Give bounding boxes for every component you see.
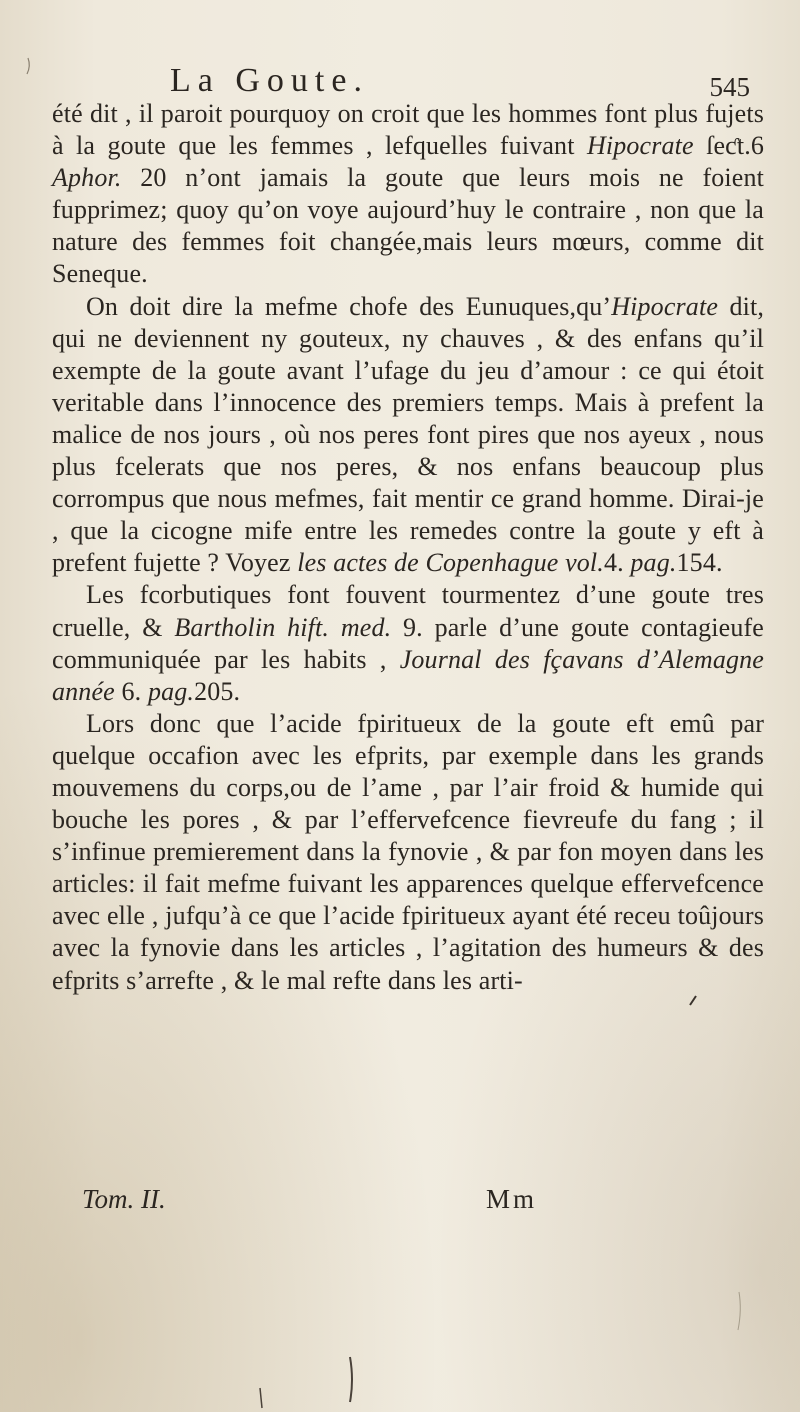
italic-reference: les actes de Copenhague vol. [297, 548, 604, 578]
running-title: La Goute. [170, 62, 369, 99]
text-run: dit, qui ne deviennent ny gouteux, ny chauves , & des enfans qu’il exempte de la goute avant l’ufage du jeu d’amour : ce qui étoit veritable dans l’innocence des premiers temps. Mais à prefent la malice de nos jours , où nos peres font pires que nos ayeux , nous plus fcelerats que nos peres, & nos enfans beaucoup plus corrompus que nous mefmes, fait mentir ce grand homme. Dirai-je , que la cicogne mife entre les remedes contre la goute y eft à prefent fujette ? Voyez [52, 291, 764, 578]
page-footer [52, 1184, 764, 1220]
text-run: Lors donc que l’acide fpiritueux de la goute eft emû par quelque occafion avec les efprits, par exemple dans les grands mouvemens du corps,ou de l’ame , par l’air froid & humide qui bouche les pores , & par l’effervefcence fievreufe du fang ; il s’infinue premierement dans la fynovie , & par fon moyen dans les articles: il fait mefme fuivant les apparences quelque effervefcence avec elle , jufqu’à ce que l’acide fpiritueux ayant été receu toûjours avec la fynovie dans les articles , l’agitation des humeurs & des efprits s’arrefte , & le mal refte dans les arti- [52, 708, 764, 995]
italic-reference: Hipocrate [611, 291, 719, 321]
bottom-ink-stroke-left [260, 1388, 262, 1408]
text-run: 154. [676, 548, 723, 578]
paragraph-p3 [52, 579, 764, 707]
italic-reference: Journal des fçavans d’Alemagne année [52, 644, 765, 706]
text-run: ſeƈt.6 [693, 131, 765, 161]
text-run: 4. [603, 548, 631, 578]
corner-scratch-mark [27, 58, 29, 74]
text-run: été dit , il paroit pourquoy on croit que les hommes font plus fujets à la goute que les femmes , lefquelles fuivant [52, 99, 764, 161]
paragraph-p4 [52, 708, 764, 997]
italic-reference: Aphor. [52, 163, 122, 193]
bottom-ink-stroke [350, 1357, 352, 1402]
italic-reference: Hipocrate [586, 131, 694, 161]
text-run: On doit dire la mefme chofe des Eunuques,qu’ [86, 291, 612, 321]
body-text [52, 98, 764, 997]
margin-tick-mark [690, 996, 696, 1005]
text-run: 205. [194, 676, 241, 706]
italic-reference: pag. [147, 676, 195, 706]
text-run: Les fcorbutiques font fouvent tourmentez d’une goute tres cruelle, & [52, 580, 764, 642]
paragraph-p1 [52, 98, 764, 291]
signature-mark: Mm [486, 1184, 538, 1214]
right-margin-scratch-mark [738, 1292, 740, 1330]
page-header [150, 62, 770, 102]
italic-reference: Bartholin hift. med. [174, 612, 392, 642]
page-number: 545 [709, 72, 750, 102]
italic-reference: pag. [630, 548, 677, 578]
text-run: 9. parle d’une goute contagieufe communiquée par les habits , [52, 612, 764, 674]
text-run: 6. [114, 676, 148, 706]
text-run: 20 n’ont jamais la goute que leurs mois ne foient fupprimez; quoy qu’on voye aujourd’huy le contraire , non que la nature des femmes foit changée,mais leurs mœurs, comme dit Seneque. [52, 163, 764, 289]
paragraph-p2 [52, 291, 764, 580]
volume-mark: Tom. II. [82, 1184, 166, 1214]
